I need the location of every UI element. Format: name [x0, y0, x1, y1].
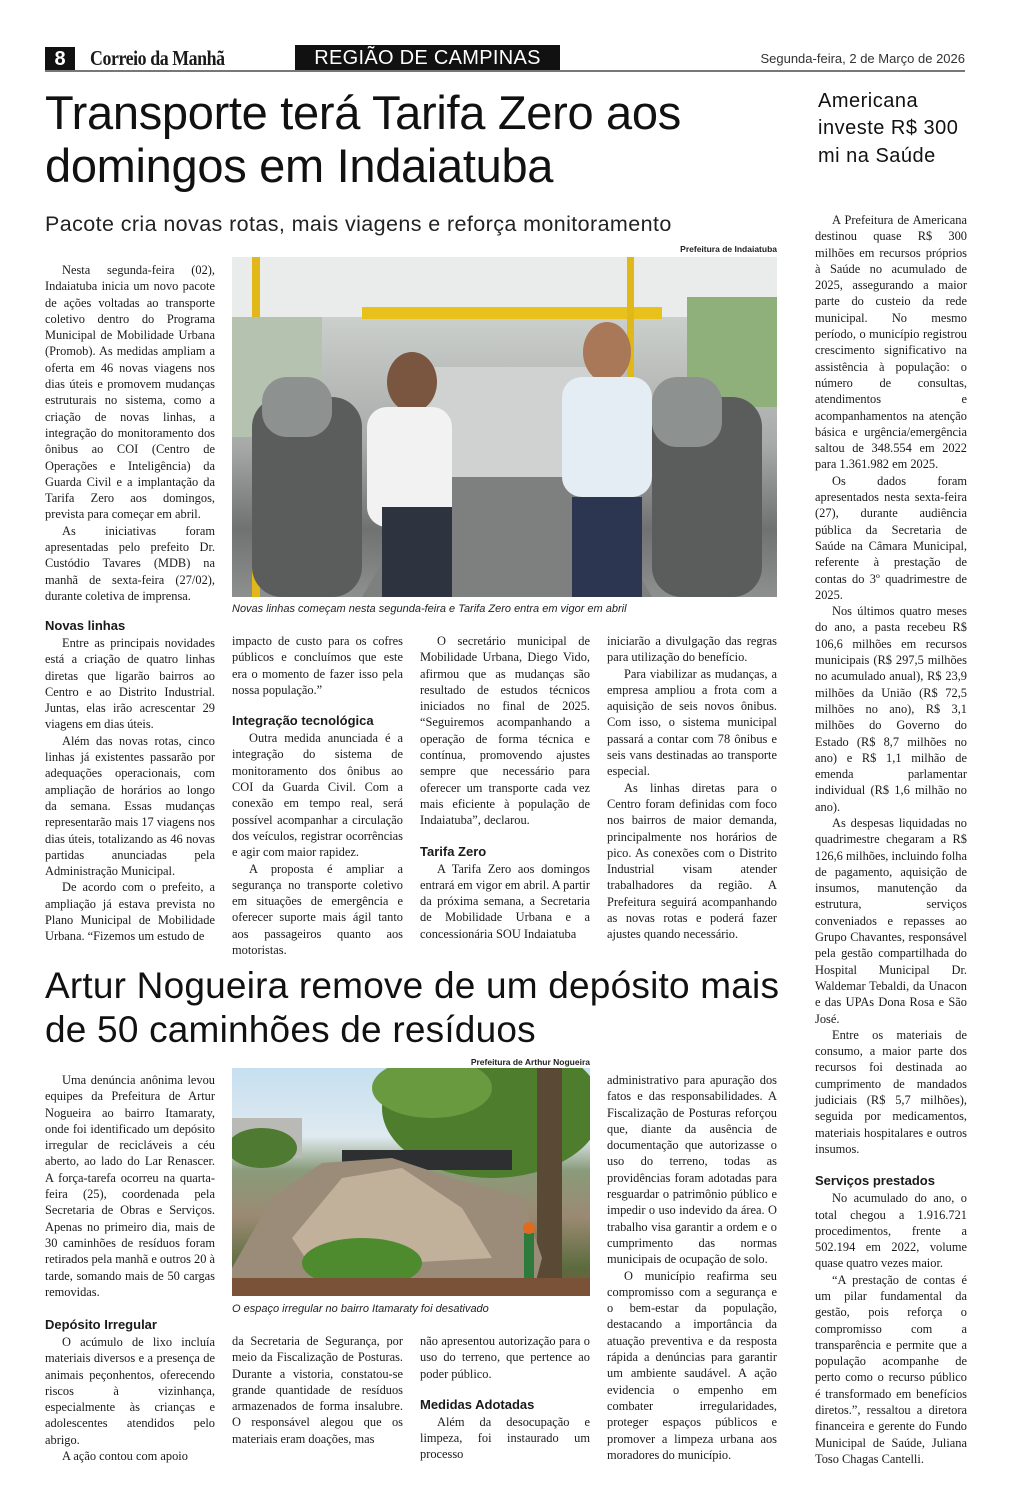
article2-column-4: [607, 1072, 777, 1463]
paragraph: Entre as principais novidades está a criação de quatro linhas diretas que ligarão bairros ao Centro e ao Distrito Industrial. Juntas, elas irão acrescentar 29 viagens em dias úteis.: [45, 636, 215, 732]
paragraph: A proposta é ampliar a segurança no transporte coletivo em situações de emergência e oferecer suporte mais ágil tanto aos passageiros quanto aos motoristas.: [232, 861, 403, 958]
article1-headline: Transporte terá Tarifa Zero aos domingos em Indaiatuba: [45, 86, 681, 193]
article2-photo-caption: O espaço irregular no bairro Itamaraty foi desativado: [232, 1303, 489, 1315]
paragraph: A ação contou com apoio: [62, 1449, 188, 1464]
article1-photo-bus-interior: [232, 257, 777, 597]
paragraph: Outra medida anunciada é a integração do sistema de monitoramento dos ônibus ao COI da Guarda Civil. Com a conexão em tempo real, será possível acompanhar a circulação dos veículos, registrar ocorrências e agir com maior rapidez.: [232, 731, 403, 860]
header-rule: [45, 70, 965, 72]
bus-interior-illustration: [232, 257, 777, 597]
sidebar-headline: Americana investe R$ 300 mi na Saúde: [818, 90, 959, 167]
paragraph: Os dados foram apresentados nesta sexta-feira (27), durante audiência pública da Secretaria de Saúde na Câmara Municipal, referente à prestação de contas do 3º quadrimestre de 2025.: [815, 473, 967, 602]
paragraph: Além da desocupação e limpeza, foi instaurado um processo: [420, 1414, 590, 1462]
paragraph: não apresentou autorização para o uso do terreno, que pertence ao poder público.: [420, 1334, 590, 1381]
paragraph: Nesta segunda-feira (02), Indaiatuba inicia um novo pacote de ações voltadas ao transporte coletivo dentro do Programa Municipal de Mobilidade Urbana (Promob). As medidas ampliam a oferta em 46 novas viagens nos dias úteis e promovem mudanças estruturais no sistema, como a criação de novas linhas, a integração do monitoramento dos ônibus ao COI (Centro de Operações e Inteligência) da Guarda Civil e a implantação da Tarifa Zero aos domingos, prevista para começar em abril.: [45, 263, 215, 522]
article1-photo-credit: Prefeitura de Indaiatuba: [680, 244, 777, 254]
paragraph: Entre os materiais de consumo, a maior parte dos recursos foi destinada ao cumprimento de mandados judiciais (R$ 5,7 milhões), seguida por medicamentos, materiais hospitalares e outros insumos.: [815, 1027, 967, 1156]
paragraph: impacto de custo para os cofres públicos e concluímos que este era o momento de fazer isso pela nossa população.”: [232, 634, 403, 697]
paragraph: O município reafirma seu compromisso com a segurança e o bem-estar da população, destacando a importância da atuação preventiva e da resposta rápida a denúncias para garantir um ambiente saudável. A ação evidencia o empenho em combater irregularidades, proteger espaços públicos e promover a limpeza urbana aos moradores do município.: [607, 1268, 777, 1462]
article1-photo-caption: Novas linhas começam nesta segunda-feira e Tarifa Zero entra em vigor em abril: [232, 603, 627, 615]
subheading-medidas-adotadas: Medidas Adotadas: [420, 1396, 535, 1412]
paragraph: Além das novas rotas, cinco linhas já existentes passarão por adequações operacionais, com ampliação de horários ao longo da semana. Essas mudanças representarão mais 17 viagens nos dias úteis, totalizando as 46 novas partidas anunciadas pela Administração Municipal.: [45, 733, 215, 879]
paragraph: iniciarão a divulgação das regras para utilização do benefício.: [607, 634, 777, 665]
article1-lead-column: [45, 262, 215, 604]
paragraph: A Prefeitura de Americana destinou quase R$ 300 milhões em recursos próprios à Saúde no acumulado de 2025, assegurando a maior parte do custeio da rede municipal. No mesmo período, o município registrou crescimento significativo na assistência à população: o número de consultas, atendimentos e acompanhamentos na atenção básica e urgência/emergência saltou de 348.554 em 2022 para 1.361.982 em 2025.: [815, 213, 967, 472]
paragraph: As iniciativas foram apresentadas pelo prefeito Dr. Custódio Tavares (MDB) na manhã de sexta-feira (27/02), durante coletiva de imprensa.: [45, 523, 215, 603]
article2-column-2: [232, 1333, 403, 1447]
article2-column-1: [45, 1307, 215, 1464]
paragraph: As despesas liquidadas no quadrimestre chegaram a R$ 126,6 milhões, incluindo folha de pagamento, aquisição de insumos, manutenção da estrutura, serviços conveniados e repasses ao Grupo Chavantes, responsável pela gestão compartilhada do Hospital Municipal Dr. Waldemar Tebaldi, da Unacon e das UPAs Dona Rosa e São José.: [815, 815, 967, 1026]
article1-column-4: [607, 633, 777, 943]
article1-column-1: [45, 608, 215, 945]
article1-subtitle: Pacote cria novas rotas, mais viagens e reforça monitoramento: [45, 212, 672, 236]
waste-deposit-illustration: [232, 1068, 590, 1296]
paragraph: “A prestação de contas é um pilar fundamental da gestão, pois reforça o compromisso com a transparência e permite que a população acompanhe de perto como o recurso público é transformado em benefícios diretos.”, ressaltou a diretora financeira e gerente do Fundo Municipal de Saúde, Juliana Toso Chagas Cantelli.: [815, 1272, 967, 1466]
article2-photo-credit: Prefeitura de Arthur Nogueira: [470, 1057, 590, 1067]
subheading-integracao: Integração tecnológica: [232, 713, 374, 729]
section-label: REGIÃO DE CAMPINAS: [295, 45, 560, 71]
subheading-servicos-prestados: Serviços prestados: [815, 1173, 935, 1189]
subheading-novas-linhas: Novas linhas: [45, 618, 126, 633]
issue-date: Segunda-feira, 2 de Março de 2026: [760, 51, 965, 66]
article2-column-3: [420, 1333, 590, 1463]
paragraph: Uma denúncia anônima levou equipes da Prefeitura de Artur Nogueira ao bairro Itamaraty, onde foi identificado um depósito irregular de recicláveis a céu aberto, ao lado do Lar Renascer. A força-tarefa ocorreu na quarta-feira (25), coordenada pela Secretaria de Obras e Serviços. Apenas no primeiro dia, mais de 30 caminhões de resíduos foram retirados pela manhã e outros 20 à tarde, somando mais de 50 cargas removidas.: [45, 1073, 215, 1299]
paragraph: No acumulado do ano, o total chegou a 1.916.721 procedimentos, frente a 502.194 em 2022, volume quase quatro vezes maior.: [815, 1191, 967, 1271]
masthead-logo: Correio da Manhã: [90, 46, 225, 70]
sidebar-column: [815, 212, 967, 1467]
paragraph: Nos últimos quatro meses do ano, a pasta recebeu R$ 106,6 milhões em recursos municipais (R$ 297,5 milhões no acumulado anual), R$ 23,9 milhões da União (R$ 72,5 milhões no ano), R$ 3,1 milhões do Governo do Estado (R$ 8,7 milhões no ano) e R$ 1,1 milhão de emenda parlamentar individual (R$ 1,6 milhão no ano).: [815, 604, 967, 814]
paragraph: A Tarifa Zero aos domingos entrará em vigor em abril. A partir da próxima semana, a Secretaria de Mobilidade Urbana e a concessionária SOU Indaiatuba: [420, 861, 590, 941]
article2-headline: Artur Nogueira remove de um depósito mais de 50 caminhões de resíduos: [45, 965, 780, 1050]
paragraph: O secretário municipal de Mobilidade Urbana, Diego Vido, afirmou que as mudanças são resultado de estudos técnicos iniciados no final de 2025. “Seguiremos acompanhando a operação de forma técnica e contínua, promovendo ajustes sempre que necessário para oferecer um transporte cada vez mais eficiente à população de Indaiatuba”, declarou.: [420, 634, 590, 828]
article2-photo-waste-deposit: [232, 1068, 590, 1296]
subheading-deposito-irregular: Depósito Irregular: [45, 1317, 157, 1332]
paragraph: De acordo com o prefeito, a ampliação já estava prevista no Plano Municipal de Mobilidade Urbana. “Fizemos um estudo de: [45, 880, 215, 944]
paragraph: O acúmulo de lixo incluía materiais diversos e a presença de animais peçonhentos, oferecendo riscos à vizinhança, especialmente às crianças e adolescentes atendidos pelo abrigo.: [45, 1335, 215, 1447]
article1-column-3: [420, 633, 590, 942]
subheading-tarifa-zero: Tarifa Zero: [420, 843, 487, 859]
paragraph: administrativo para apuração dos fatos e das responsabilidades. A Fiscalização de Posturas reforçou que, diante da ausência de documentação que autorizasse o uso do terreno, todas as providências foram adotadas para resguardar o patrimônio público e impedir o uso indevido da área. O trabalho visa garantir a ordem e o cumprimento das normas municipais de ocupação de solo.: [607, 1073, 777, 1267]
article2-lead-column: [45, 1072, 215, 1300]
page-number: 8: [45, 47, 75, 71]
paragraph: da Secretaria de Segurança, por meio da Fiscalização de Posturas. Durante a vistoria, constatou-se grande quantidade de resíduos armazenados de forma insalubre. O responsável alegou que os materiais eram doações, mas: [232, 1334, 403, 1446]
paragraph: As linhas diretas para o Centro foram definidas com foco nos bairros de maior demanda, principalmente nos horários de pico. As conexões com o Distrito Industrial visam atender trabalhadores da região. A Prefeitura seguirá acompanhando as novas rotas e poderá fazer ajustes quando necessário.: [607, 780, 777, 942]
article1-column-2: [232, 633, 403, 958]
paragraph: Para viabilizar as mudanças, a empresa ampliou a frota com a aquisição de seis novos ônibus. Com isso, o sistema municipal passará a contar com 78 ônibus e seis vans destinadas ao transporte especial.: [607, 666, 777, 779]
